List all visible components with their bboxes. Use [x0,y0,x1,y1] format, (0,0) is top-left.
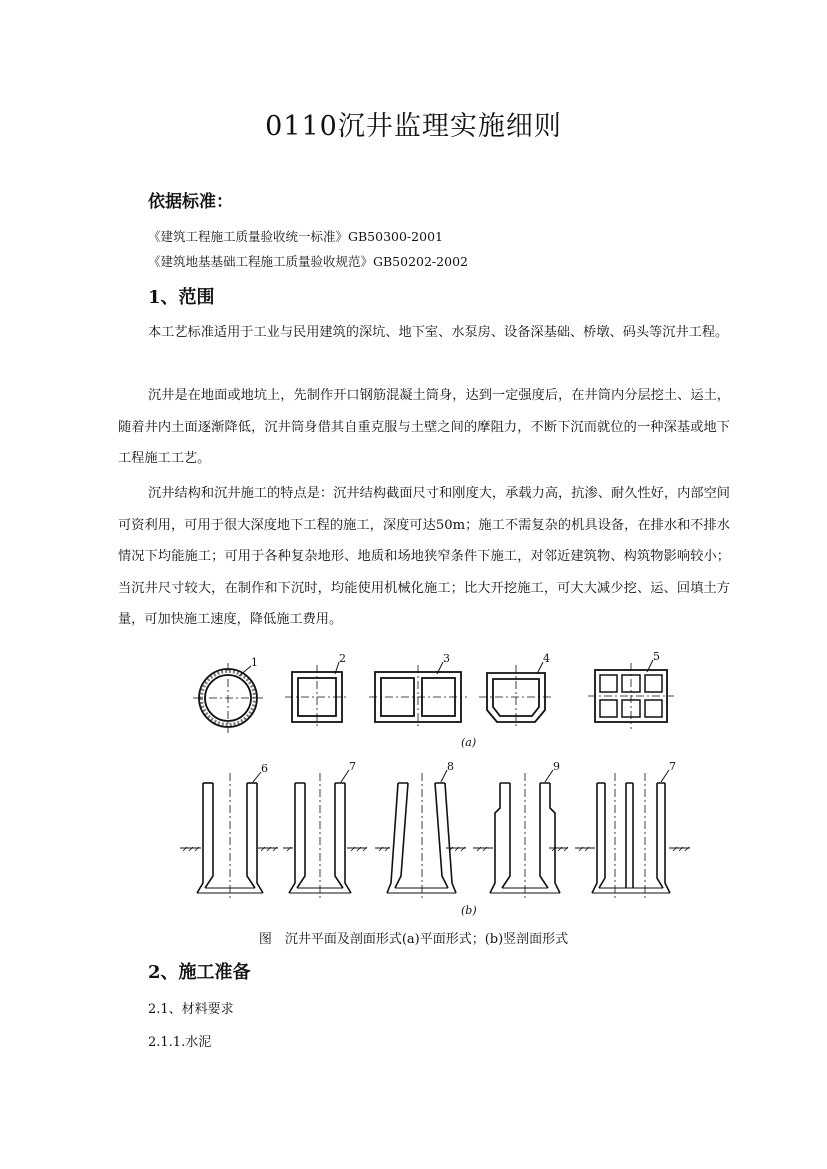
caisson-figure [175,648,695,923]
section-number-7: 7 [349,760,356,773]
section-form-straight [197,772,263,898]
scope-paragraph-1: 本工艺标准适用于工业与民用建筑的深坑、地下室、水泵房、设备深基础、桥墩、码头等沉井工程。 [148,325,729,340]
scope-paragraph-3: 沉井结构和沉井施工的特点是：沉井结构截面尺寸和刚度大，承载力高，抗渗、耐久性好，内部空间可资利用，可用于很大深度地下工程的施工，深度可达50m；施工不需复杂的机具设备，在排水和不排水情况下均能施工；可用于各种复杂地形、地质和场地狭窄条件下施工，对邻近建筑物、构筑物影响较小；当沉井尺寸较大，在制作和下沉时，均能使用机械化施工；比大开挖施工，可大大减少挖、运、回填土方量，可加快施工速度，降低施工费用。 [118,486,730,627]
section-form-multi-wall [592,770,670,898]
standard-line-1: 《建筑工程施工质量验收统一标准》GB50300-2001 [148,229,443,244]
plan-form-square [285,662,349,729]
subsection-2-1-1: 2.1.1.水泥 [148,1035,212,1050]
section-number-7b: 7 [669,760,676,773]
plan-form-circular [193,663,263,733]
section-form-step-in [490,770,560,898]
figure-label-a: (a) [461,736,477,749]
section-form-stepped [289,770,351,898]
section-number-9: 9 [553,760,560,773]
subsection-2-1: 2.1、材料要求 [148,1002,234,1017]
scope-paragraph-2: 沉井是在地面或地坑上，先制作开口钢筋混凝土筒身，达到一定强度后，在井筒内分层挖土、运土，随着井内土面逐渐降低，沉井筒身借其自重克服与土壁之间的摩阻力，不断下沉而就位的一种深基或地下工程施工工艺。 [118,388,730,466]
document-title: 0110沉井监理实施细则 [265,111,562,142]
plan-form-chamfered [479,662,553,729]
plan-form-double-cell [369,662,467,729]
figure-label-b: (b) [461,904,477,917]
plan-number-1: 1 [251,656,258,669]
section-form-tapered [387,770,456,898]
figure-caption: 图 沉井平面及剖面形式(a)平面形式；(b)竖剖面形式 [258,932,569,947]
basis-heading: 依据标准： [148,192,233,212]
plan-form-multi-cell [588,660,674,729]
plan-number-4: 4 [543,652,550,665]
plan-number-3: 3 [443,652,450,665]
section-2-heading: 2、施工准备 [148,962,251,983]
plan-number-2: 2 [339,652,346,665]
section-number-8: 8 [447,760,454,773]
section-1-heading: 1、范围 [148,287,215,308]
plan-number-5: 5 [653,650,660,663]
section-number-6: 6 [261,762,268,775]
standard-line-2: 《建筑地基基础工程施工质量验收规范》GB50202-2002 [148,254,468,269]
